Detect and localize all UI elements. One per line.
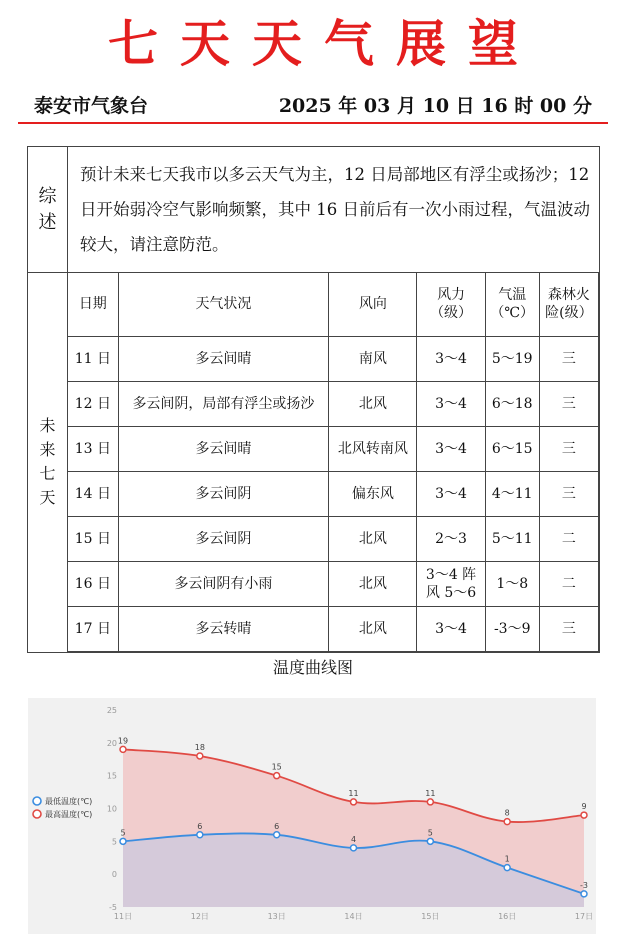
row-date: 13 日	[68, 426, 118, 471]
table-row	[68, 471, 599, 516]
row-fire-risk: 三	[539, 426, 598, 471]
data-label: 1	[504, 854, 510, 864]
header-temperature-line2: （℃）	[490, 305, 535, 322]
data-point	[581, 891, 587, 897]
header-fire-risk-line1: 森林火	[547, 287, 590, 304]
row-condition: 多云间晴	[118, 426, 329, 471]
row-fire-risk: 三	[539, 336, 598, 381]
table-row	[68, 516, 599, 561]
data-point	[274, 832, 280, 838]
forecast-table	[27, 146, 600, 653]
temperature-chart-svg	[28, 698, 596, 934]
header-condition: 天气状况	[118, 273, 329, 336]
issuing-agency: 泰安市气象台	[34, 95, 149, 117]
forecast-label-text: 未来七天	[39, 415, 56, 507]
legend-label: 最低温度(℃)	[45, 797, 93, 806]
page-title: 七天天气展望	[108, 14, 540, 73]
row-date: 17 日	[68, 606, 118, 651]
row-fire-risk: 三	[539, 471, 598, 516]
data-point	[504, 865, 510, 871]
header-fire-risk-line2: 险(级）	[545, 305, 593, 322]
row-temperature: -3～9	[485, 606, 539, 651]
header-fire-risk	[539, 273, 598, 336]
x-tick-label: 12日	[190, 912, 209, 921]
header-divider	[18, 122, 608, 124]
table-row	[68, 561, 599, 606]
x-tick-label: 17日	[574, 912, 594, 921]
header-wind-direction: 风向	[329, 273, 417, 336]
y-tick-label: 0	[111, 870, 117, 880]
data-label: 6	[274, 821, 280, 831]
row-fire-risk: 三	[539, 381, 598, 426]
row-wind-direction: 北风转南风	[329, 426, 417, 471]
y-tick-label: 25	[106, 706, 117, 715]
x-tick-label: 13日	[267, 912, 286, 921]
temperature-chart	[28, 698, 596, 934]
table-row	[68, 426, 599, 471]
data-label: 6	[197, 821, 203, 831]
row-date: 14 日	[68, 471, 118, 516]
data-label: 11	[348, 788, 359, 798]
row-wind-direction: 偏东风	[329, 471, 417, 516]
data-point	[427, 838, 433, 844]
data-label: 15	[271, 762, 282, 772]
row-temperature: 6～18	[485, 381, 539, 426]
row-wind-direction: 南风	[329, 336, 417, 381]
row-condition: 多云间晴	[118, 336, 329, 381]
forecast-section	[28, 273, 600, 653]
row-condition: 多云转晴	[118, 606, 329, 651]
row-condition: 多云间阴，局部有浮尘或扬沙	[118, 381, 329, 426]
x-tick-label: 15日	[421, 912, 440, 921]
data-label: -3	[580, 880, 588, 890]
legend-marker	[33, 797, 41, 805]
row-date: 12 日	[68, 381, 118, 426]
summary-label-text: 综述	[38, 185, 57, 233]
row-temperature: 6～15	[485, 426, 539, 471]
data-label: 19	[117, 736, 129, 746]
data-point	[351, 799, 357, 805]
row-wind-direction: 北风	[329, 381, 417, 426]
table-row	[68, 606, 599, 651]
summary-row	[28, 147, 600, 273]
data-point	[504, 819, 510, 825]
header-wind-force-line2: （级）	[430, 305, 473, 322]
header-date: 日期	[68, 273, 118, 336]
data-label: 5	[427, 828, 433, 838]
data-label: 8	[504, 808, 510, 818]
header-temperature-line1: 气温	[498, 287, 527, 304]
data-point	[120, 838, 126, 844]
row-condition: 多云间阴	[118, 516, 329, 561]
forecast-grid-cell	[68, 273, 600, 653]
data-label: 5	[120, 828, 126, 838]
table-row	[68, 336, 599, 381]
data-point	[581, 812, 587, 818]
row-wind-force: 3～4	[417, 606, 485, 651]
header-wind-force	[417, 273, 485, 336]
row-wind-direction: 北风	[329, 561, 417, 606]
row-condition: 多云间阴	[118, 471, 329, 516]
data-label: 18	[194, 742, 205, 752]
data-label: 4	[350, 834, 357, 844]
data-point	[120, 746, 126, 752]
row-condition: 多云间阴有小雨	[118, 561, 329, 606]
data-point	[351, 845, 357, 851]
y-tick-label: -5	[109, 903, 117, 912]
row-fire-risk: 三	[539, 606, 598, 651]
chart-title: 温度曲线图	[272, 658, 353, 677]
data-point	[197, 832, 203, 838]
row-wind-direction: 北风	[329, 606, 417, 651]
x-tick-label: 14日	[344, 912, 363, 921]
row-fire-risk: 二	[539, 561, 598, 606]
data-label: 9	[581, 802, 587, 812]
forecast-grid	[68, 273, 599, 652]
forecast-label	[28, 273, 68, 653]
y-tick-label: 20	[106, 738, 117, 748]
row-wind-force: 3～4 阵风 5～6	[417, 561, 485, 606]
summary-text: 预计未来七天我市以多云天气为主，12 日局部地区有浮尘或扬沙；12 日开始弱冷空气影响频繁，其中 16 日前后有一次小雨过程，气温波动较大，请注意防范。	[68, 147, 600, 273]
row-temperature: 4～11	[485, 471, 539, 516]
row-date: 16 日	[68, 561, 118, 606]
y-tick-label: 15	[106, 771, 117, 781]
row-wind-direction: 北风	[329, 516, 417, 561]
data-point	[274, 773, 280, 779]
legend-marker	[33, 810, 41, 818]
y-tick-label: 5	[111, 837, 117, 847]
row-wind-force: 3～4	[417, 336, 485, 381]
data-point	[427, 799, 433, 805]
header-temperature	[485, 273, 539, 336]
data-point	[197, 753, 203, 759]
row-date: 15 日	[68, 516, 118, 561]
row-wind-force: 3～4	[417, 471, 485, 516]
row-wind-force: 2～3	[417, 516, 485, 561]
x-tick-label: 16日	[498, 912, 517, 921]
data-label: 11	[425, 788, 436, 798]
summary-label	[28, 147, 68, 273]
row-temperature: 5～19	[485, 336, 539, 381]
row-wind-force: 3～4	[417, 381, 485, 426]
x-tick-label: 11日	[113, 912, 133, 921]
row-temperature: 5～11	[485, 516, 539, 561]
forecast-header-row	[68, 273, 599, 336]
row-fire-risk: 二	[539, 516, 598, 561]
row-date: 11 日	[68, 336, 118, 381]
legend-label: 最高温度(℃)	[45, 810, 93, 819]
row-temperature: 1～8	[485, 561, 539, 606]
y-tick-label: 10	[106, 804, 117, 814]
header-wind-force-line1: 风力	[437, 287, 466, 304]
table-row	[68, 381, 599, 426]
issue-time: 2025 年 03 月 10 日 16 时 00 分	[278, 95, 592, 117]
row-wind-force: 3～4	[417, 426, 485, 471]
